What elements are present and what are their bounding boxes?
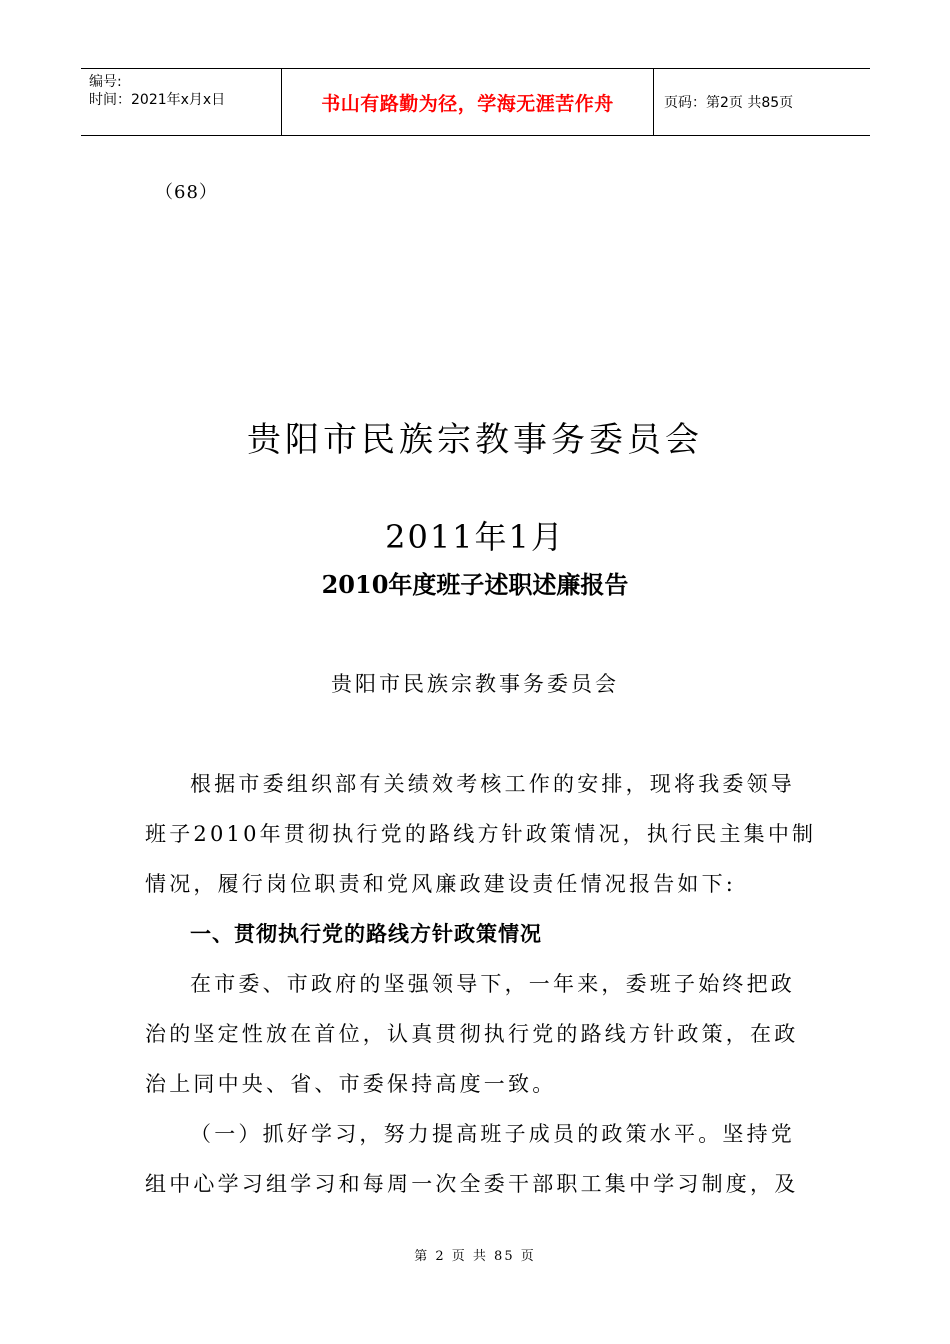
paragraph-line: 治上同中央、省、市委保持高度一致。	[145, 1072, 557, 1096]
paragraph-line: 根据市委组织部有关绩效考核工作的安排，现将我委领导	[190, 772, 795, 796]
report-author: 贵阳市民族宗教事务委员会	[331, 672, 619, 696]
report-title: 2010年度班子述职述廉报告	[321, 570, 629, 599]
paragraph-line: 组中心学习组学习和每周一次全委干部职工集中学习制度，及	[145, 1172, 799, 1196]
header-page-info: 页码：第2页 共85页	[664, 95, 794, 111]
document-header	[81, 68, 870, 136]
page-footer: 第 2 页 共 85 页	[414, 1249, 536, 1264]
number-label: 编号:	[89, 74, 122, 90]
time-label: 时间：2021年x月x日	[89, 92, 226, 108]
paragraph-line: 情况，履行岗位职责和党风廉政建设责任情况报告如下:	[145, 872, 737, 896]
paragraph-line: 班子2010年贯彻执行党的路线方针政策情况，执行民主集中制	[145, 822, 817, 846]
paragraph-line: （一）抓好学习，努力提高班子成员的政策水平。坚持党	[190, 1122, 795, 1146]
document-number-mark: （68）	[155, 182, 218, 203]
header-meta-cell	[81, 69, 282, 135]
section-heading: 一、贯彻执行党的路线方针政策情况	[190, 922, 542, 946]
header-motto: 书山有路勤为径，学海无涯苦作舟	[282, 69, 654, 135]
paragraph-line: 在市委、市政府的坚强领导下，一年来，委班子始终把政	[190, 972, 795, 996]
paragraph-line: 治的坚定性放在首位，认真贯彻执行党的路线方针政策，在政	[145, 1022, 799, 1046]
document-date: 2011年1月	[385, 518, 565, 556]
organization-title: 贵阳市民族宗教事务委员会	[247, 420, 703, 460]
